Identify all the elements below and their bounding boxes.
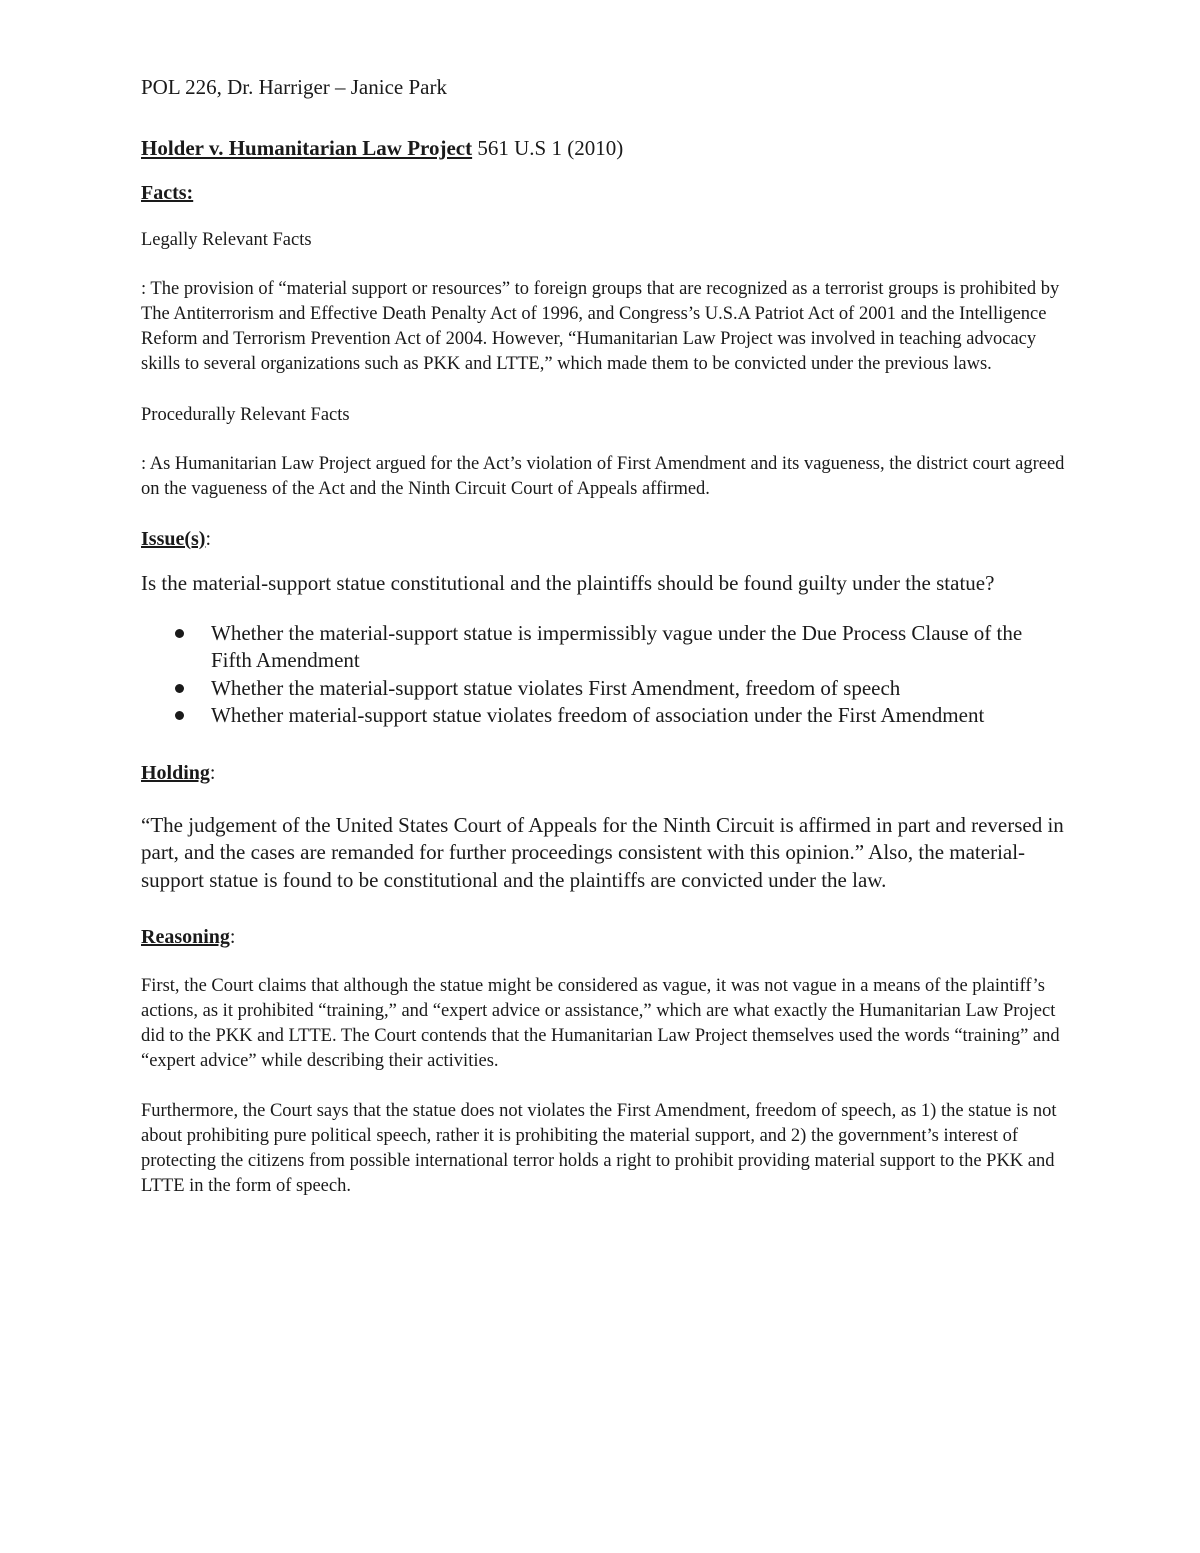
procedural-facts-text: : As Humanitarian Law Project argued for the Act’s violation of First Amendment and its vagueness, the district court agreed on the vagueness of the Act and the Ninth Circuit Court of Appeals affirmed. [141, 454, 1065, 499]
holding-text: “The judgement of the United States Court of Appeals for the Ninth Circuit is affirmed in part and reversed in part, and the cases are remanded for further proceedings consistent with this opinion.” Also, the material-support statue is found to be constitutional and the plaintiffs are convicted under the law. [141, 812, 1064, 892]
issue-bullet: Whether the material-support statue violates First Amendment, freedom of speech [141, 675, 1066, 703]
case-name: Holder v. Humanitarian Law Project [141, 135, 473, 160]
bullet-icon [175, 711, 184, 720]
reasoning-paragraph-2: Furthermore, the Court says that the statue does not violates the First Amendment, freedom of speech, as 1) the statue is not about prohibiting pure political speech, rather it is prohibiting the material support, and 2) the government’s interest of protecting the citizens from possible international terror holds a right to prohibit providing material support to the PKK and LTTE in the form of speech. [141, 1101, 1057, 1196]
reasoning-heading: Reasoning: [141, 926, 236, 948]
procedural-facts-subheading: Procedurally Relevant Facts [141, 405, 350, 425]
reasoning-paragraph-1: First, the Court claims that although the statue might be considered as vague, it was not vague in a means of the plaintiff’s actions, as it prohibited “training,” and “expert advice or assistance,” which are what exactly the Humanitarian Law Project did to the PKK and LTTE. The Court contends that the Humanitarian Law Project themselves used the words “training” and “expert advice” while describing their activities. [141, 976, 1060, 1071]
bullet-icon [175, 629, 184, 638]
issue-question: Is the material-support statue constitutional and the plaintiffs should be found guilty under the statue? [141, 571, 995, 595]
case-title [141, 135, 1066, 163]
issue-bullet: Whether the material-support statue is impermissibly vague under the Due Process Clause of the Fifth Amendment [141, 620, 1066, 675]
issues-heading: Issue(s): [141, 528, 212, 550]
legal-facts-subheading: Legally Relevant Facts [141, 230, 312, 250]
legal-facts-text: : The provision of “material support or resources” to foreign groups that are recognized as a terrorist groups is prohibited by The Antiterrorism and Effective Death Penalty Act of 1996, and Congress’s U.S.A Patriot Act of 2001 and the Intelligence Reform and Terrorism Prevention Act of 2004. However, “Humanitarian Law Project was involved in teaching advocacy skills to several organizations such as PKK and LTTE,” which made them to be convicted under the previous laws. [141, 279, 1060, 374]
case-citation: 561 U.S 1 (2010) [472, 135, 624, 160]
facts-heading: Facts: [141, 182, 194, 204]
holding-heading: Holding: [141, 761, 216, 784]
document-page [141, 74, 1066, 1199]
issue-bullet-list [141, 620, 1066, 730]
bullet-icon [175, 684, 184, 693]
issue-bullet: Whether material-support statue violates freedom of association under the First Amendment [141, 702, 1066, 730]
course-header: POL 226, Dr. Harriger – Janice Park [141, 75, 447, 99]
